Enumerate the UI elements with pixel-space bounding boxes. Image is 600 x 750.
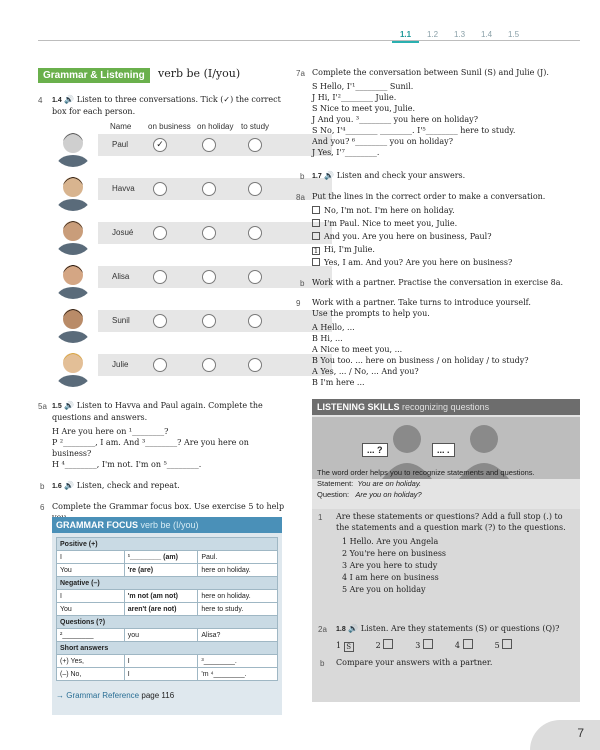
study-tick-circle[interactable] (248, 138, 262, 152)
instruction-text: Listen to Havva and Paul again. Complete the questions and answers. (52, 401, 263, 422)
answer-item (415, 641, 437, 650)
dialogue-line: J Hi, I'²________ Julie. (312, 93, 397, 102)
item-number: 2 (342, 549, 350, 558)
exercise-number: b (40, 482, 45, 491)
table-cell: Alisa? (198, 629, 278, 642)
ls-statement (317, 478, 577, 489)
audio-ref[interactable]: 1.7 (312, 173, 322, 180)
table-row (57, 551, 278, 564)
ls-intro: The word order helps you to recognize statements and questions. (317, 468, 535, 477)
business-tick-circle[interactable] (153, 182, 167, 196)
grammar-focus-title: GRAMMAR FOCUS (56, 520, 138, 530)
reference-label: → Grammar Reference (56, 691, 140, 700)
item-text: Are you here to study (349, 561, 438, 570)
grammar-focus-subtitle: verb be (I/you) (140, 520, 199, 530)
item-text: I am here on business (349, 573, 439, 582)
table-cell: 'm not (am not) (124, 590, 198, 603)
order-checkbox[interactable] (312, 232, 320, 240)
answer-box[interactable] (463, 639, 473, 649)
item-text: Are you on holiday (349, 585, 426, 594)
person-icon (52, 257, 94, 299)
instruction-text: Listen to three conversations. Tick (✓) the correct box for each person. (52, 95, 281, 116)
dialogue (52, 426, 284, 470)
exercise-number: 6 (40, 503, 45, 512)
item-text: Hi, I'm Julie. (324, 245, 375, 254)
business-tick-circle[interactable] (153, 314, 167, 328)
person-photo (52, 169, 94, 211)
table-cell: Paul. (198, 551, 278, 564)
ls-explanation (317, 467, 577, 500)
table-row (57, 655, 278, 668)
col-holiday: on holiday (197, 122, 234, 131)
ordering-item (312, 205, 582, 216)
table-section-row (57, 538, 278, 551)
ls-exercise-1 (336, 511, 574, 596)
grammar-focus-header (52, 517, 282, 533)
person-name: Paul (112, 140, 129, 149)
person-icon (52, 345, 94, 387)
table-cell: 're (are) (124, 564, 198, 577)
listening-skills-header (312, 399, 580, 415)
statement-list (336, 536, 574, 595)
holiday-tick-circle[interactable] (202, 314, 216, 328)
item-number: 4 (342, 573, 350, 582)
item-number: 3 (342, 561, 350, 570)
exercise-number: 1 (318, 513, 323, 522)
list-item (342, 584, 574, 595)
table-cell: You (57, 603, 125, 616)
holiday-tick-circle[interactable] (202, 182, 216, 196)
study-tick-circle[interactable] (248, 270, 262, 284)
exercise-7a (312, 67, 582, 158)
value: You are on holiday. (357, 479, 422, 488)
person-row (52, 257, 280, 291)
exercise-number: 8a (296, 193, 305, 202)
person-name: Josué (112, 228, 134, 237)
list-item (342, 548, 574, 559)
audio-icon[interactable]: 🔊 (64, 95, 75, 104)
instruction-text: Complete the conversation between Sunil (S) and Julie (J). (312, 68, 549, 77)
item-number: 5 (342, 585, 350, 594)
label: Question: (317, 490, 350, 499)
person-name: Julie (112, 360, 129, 369)
exercise-4-instruction (52, 94, 284, 117)
section-tabs (392, 30, 527, 43)
answer-item (455, 641, 477, 650)
table-row (57, 603, 278, 616)
tab-1-4[interactable]: 1.4 (480, 30, 493, 39)
exercise-5b (52, 480, 284, 492)
study-tick-circle[interactable] (248, 358, 262, 372)
item-text: No, I'm not. I'm here on holiday. (324, 206, 455, 215)
tab-1-5[interactable]: 1.5 (507, 30, 520, 39)
table-row (57, 668, 278, 681)
dialogue-line: S No, I'⁴________ ________. I'⁵________ here to study. (312, 126, 516, 135)
person-icon (52, 125, 94, 167)
ordering-item (312, 218, 582, 229)
person-photo (52, 213, 94, 255)
dialogue-line: business? (52, 449, 92, 458)
dialogue-line: J Yes, I'⁷________. (312, 148, 380, 157)
section-label: Short answers (57, 642, 278, 655)
grammar-focus-box (52, 517, 282, 715)
instruction-text: Are these statements or questions? Add a full stop (.) to the statements and a question mark (?) to the questions. (336, 512, 566, 532)
instruction-text: Listen and check your answers. (336, 171, 466, 180)
exercise-number: 2a (318, 625, 327, 634)
person-photo (52, 345, 94, 387)
dialogue-line: S Hello, I'¹________ Sunil. (312, 82, 414, 91)
table-cell[interactable]: ²________ (57, 629, 125, 642)
reference-page: page 116 (141, 691, 175, 700)
instruction-text: Listen. Are they statements (S) or questions (Q)? (360, 624, 560, 633)
grammar-reference-link[interactable] (56, 687, 278, 700)
business-tick-circle[interactable] (153, 226, 167, 240)
audio-icon[interactable]: 🔊 (348, 624, 359, 633)
table-cell[interactable]: 'm ⁴________. (198, 668, 278, 681)
ls-question (317, 489, 577, 500)
exercise-number: 5a (38, 402, 47, 411)
answer-number: 5 (494, 641, 503, 650)
table-cell: you (124, 629, 198, 642)
prompt-line: B You too. ... here on business / on holiday / to study? (312, 356, 529, 365)
holiday-tick-circle[interactable] (202, 358, 216, 372)
prompts (312, 322, 542, 388)
section-subtitle: verb be (I/you) (158, 67, 241, 80)
exercise-8b: Work with a partner. Practise the conversation in exercise 8a. (312, 278, 564, 287)
audio-ref[interactable]: 1.4 (52, 97, 62, 104)
business-tick-circle[interactable] (153, 270, 167, 284)
list-item (342, 560, 574, 571)
exercise-9 (312, 297, 542, 388)
item-text: Hello. Are you Angela (349, 537, 439, 546)
table-cell: I (57, 590, 125, 603)
prompt-line: B I'm here ... (312, 378, 365, 387)
question-bubble: ... ? (362, 443, 388, 457)
person-row (52, 213, 280, 247)
col-name: Name (110, 122, 132, 131)
page-number: 7 (530, 720, 600, 750)
ordering-list (312, 205, 582, 268)
statement-bubble: ... . (432, 443, 455, 457)
table-row (57, 629, 278, 642)
answer-number: 4 (454, 641, 463, 650)
person-icon (52, 301, 94, 343)
business-tick-circle[interactable] (153, 358, 167, 372)
prompt-line: A Nice to meet you, ... (312, 345, 403, 354)
table-cell: I (57, 551, 125, 564)
prompt-line: A Yes, ... / No, ... And you? (312, 367, 419, 376)
instruction-text: Put the lines in the correct order to make a conversation. (312, 192, 546, 201)
exercise-number: 9 (296, 299, 301, 308)
item-number: 1 (342, 537, 350, 546)
table-cell: here on holiday. (198, 564, 278, 577)
answer-number: 3 (415, 641, 423, 650)
person-name: Alisa (112, 272, 130, 281)
prompt-line: A Hello, ... (312, 323, 355, 332)
item-text: Yes, I am. And you? Are you here on business? (324, 258, 513, 267)
dialogue-line: And you? ⁶________ you on holiday? (312, 137, 453, 146)
order-checkbox[interactable] (312, 258, 320, 266)
table-section-row (57, 642, 278, 655)
dialogue-line: H ⁴________, I'm not. I'm on ⁵________. (52, 460, 202, 469)
section-badge: Grammar & Listening (38, 68, 150, 83)
tab-1-3[interactable]: 1.3 (453, 30, 466, 39)
list-item (342, 536, 574, 547)
person-icon (52, 213, 94, 255)
answer-item (336, 641, 358, 650)
ordering-item (312, 257, 582, 268)
order-checkbox[interactable] (312, 206, 320, 214)
exercise-number: b (300, 172, 305, 181)
label: Statement: (317, 479, 354, 488)
table-cell[interactable]: ¹________ (am) (124, 551, 198, 564)
exercise-number: 4 (38, 96, 43, 105)
person-icon (52, 169, 94, 211)
person-row (52, 301, 280, 335)
audio-ref[interactable]: 1.8 (336, 626, 346, 633)
listening-skills-title: LISTENING SKILLS (317, 402, 400, 412)
section-label: Questions (?) (57, 616, 278, 629)
audio-icon[interactable]: 🔊 (64, 481, 75, 490)
list-item (342, 572, 574, 583)
listening-skills-box (312, 399, 580, 702)
table-cell: (+) Yes, (57, 655, 125, 668)
table-section-row (57, 616, 278, 629)
answer-box[interactable]: S (344, 642, 354, 652)
instruction-text: Work with a partner. Take turns to introduce yourself. Use the prompts to help you. (312, 298, 531, 318)
answer-number: 2 (375, 641, 384, 650)
holiday-tick-circle[interactable] (202, 226, 216, 240)
listening-skills-subtitle: recognizing questions (402, 402, 490, 412)
holiday-tick-circle[interactable] (202, 270, 216, 284)
audio-ref[interactable]: 1.5 (52, 403, 62, 410)
exercise-number: b (320, 659, 325, 668)
section-label: Negative (–) (57, 577, 278, 590)
ls-exercise-2b: Compare your answers with a partner. (336, 658, 493, 667)
study-tick-circle[interactable] (248, 182, 262, 196)
answer-item (376, 641, 398, 650)
ordering-item (312, 231, 582, 242)
table-cell: You (57, 564, 125, 577)
ordering-item (312, 244, 582, 255)
person-row (52, 125, 280, 159)
person-row (52, 345, 280, 379)
audio-icon[interactable]: 🔊 (64, 401, 75, 410)
exercise-6: Complete the Grammar focus box. Use exercise 5 to help (52, 502, 285, 511)
answer-box[interactable] (423, 639, 433, 649)
ls-exercise-2a (336, 623, 574, 652)
table-cell[interactable]: ³________. (198, 655, 278, 668)
answer-number: 1 (336, 641, 344, 650)
tab-1-1[interactable]: 1.1 (392, 30, 419, 43)
table-row (57, 590, 278, 603)
exercise-7b (312, 170, 465, 182)
value: Are you on holiday? (355, 490, 422, 499)
prompt-line: B Hi, ... (312, 334, 343, 343)
grammar-focus-table (56, 537, 278, 681)
table-section-row (57, 577, 278, 590)
dialogue-line: P ²________, I am. And ³________? Are you here on (52, 438, 249, 447)
table-cell: here on holiday. (198, 590, 278, 603)
exercise-8a (312, 191, 582, 270)
person-photo (52, 125, 94, 167)
instruction-text: Listen, check and repeat. (76, 481, 180, 490)
tab-1-2[interactable]: 1.2 (426, 30, 439, 39)
table-row (57, 564, 278, 577)
dialogue-line: H Are you here on ¹________? (52, 427, 169, 436)
table-cell: (–) No, (57, 668, 125, 681)
section-label: Positive (+) (57, 538, 278, 551)
item-text: I'm Paul. Nice to meet you, Julie. (324, 219, 458, 228)
person-photo (52, 257, 94, 299)
dialogue-line: J And you. ³________ you here on holiday? (312, 115, 478, 124)
order-checkbox[interactable] (312, 219, 320, 227)
business-tick-circle[interactable]: ✓ (153, 138, 167, 152)
table-cell: I (124, 668, 198, 681)
dialogue-line: S Nice to meet you, Julie. (312, 104, 416, 113)
table-cell: aren't (are not) (124, 603, 198, 616)
col-study: to study (241, 122, 270, 131)
answer-item (495, 641, 517, 650)
answer-box[interactable] (502, 639, 512, 649)
dialogue (312, 81, 582, 158)
study-tick-circle[interactable] (248, 314, 262, 328)
study-tick-circle[interactable] (248, 226, 262, 240)
audio-icon[interactable]: 🔊 (324, 171, 335, 180)
person-row (52, 169, 280, 203)
person-name: Havva (112, 184, 135, 193)
col-business: on business (148, 122, 191, 131)
exercise-5a (52, 400, 284, 470)
audio-ref[interactable]: 1.6 (52, 483, 62, 490)
answer-box[interactable] (383, 639, 393, 649)
holiday-tick-circle[interactable] (202, 138, 216, 152)
order-checkbox[interactable]: 1 (313, 247, 319, 255)
ls-exercises (312, 509, 580, 702)
exercise-number: 7a (296, 69, 305, 78)
answer-boxes (336, 639, 574, 652)
table-cell: I (124, 655, 198, 668)
person-name: Sunil (112, 316, 130, 325)
exercise-number: b (300, 279, 305, 288)
person-photo (52, 301, 94, 343)
item-text: And you. Are you here on business, Paul? (324, 232, 492, 241)
table-cell: here to study. (198, 603, 278, 616)
item-text: You're here on business (349, 549, 447, 558)
